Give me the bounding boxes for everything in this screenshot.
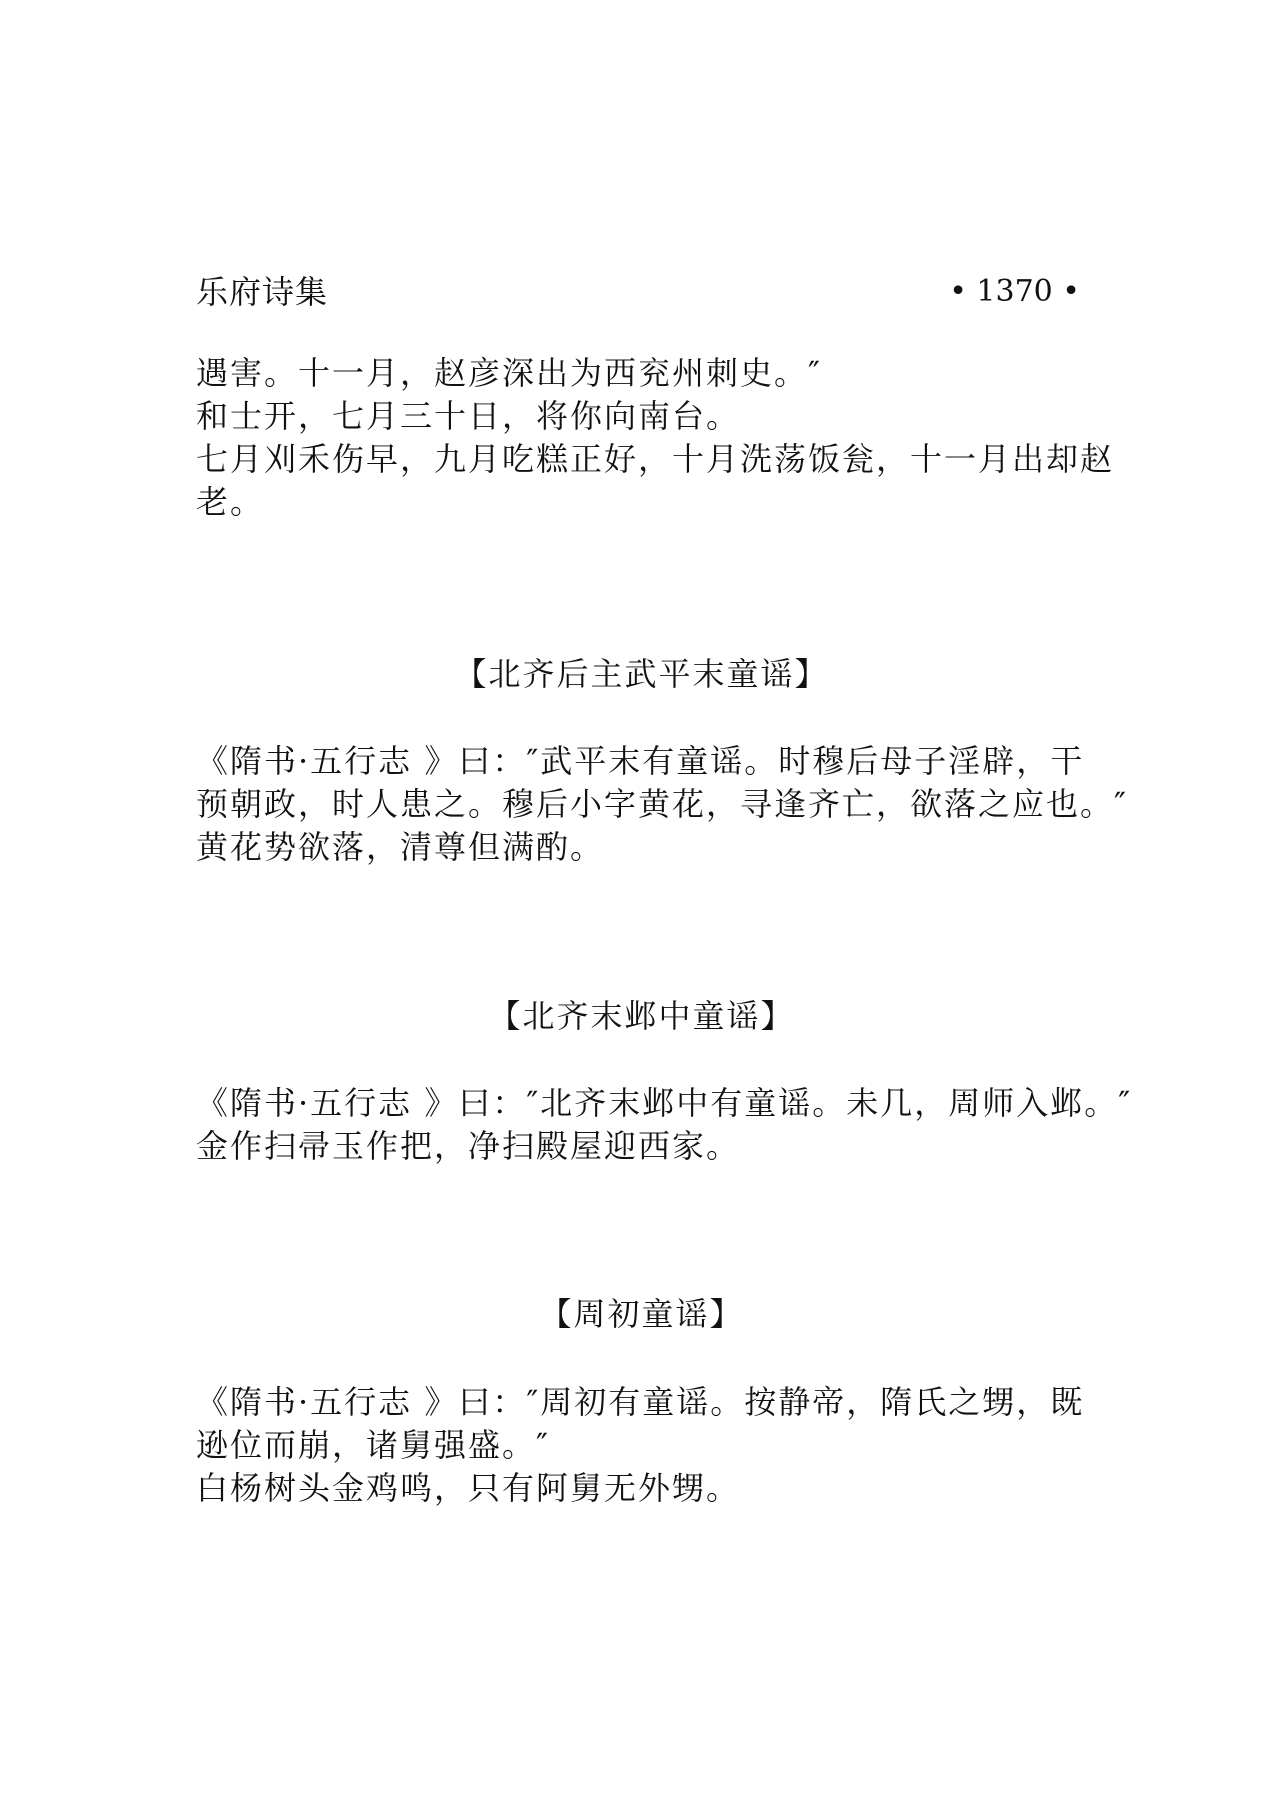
text-line: 遇害。十一月，赵彦深出为西兖州刺史。″ xyxy=(196,354,822,392)
text-line: 七月刈禾伤早，九月吃糕正好，十月洗荡饭瓮，十一月出却赵 xyxy=(196,440,1115,478)
continuation-text-block xyxy=(196,352,1115,524)
section-text-block xyxy=(196,1082,1133,1168)
text-line: 预朝政，时人患之。穆后小字黄花，寻逢齐亡，欲落之应也。″ xyxy=(196,785,1128,823)
text-line: 逊位而崩，诸舅强盛。″ xyxy=(196,1426,550,1464)
text-line: 白杨树头金鸡鸣，只有阿舅无外甥。 xyxy=(196,1469,741,1507)
book-title: 乐府诗集 xyxy=(196,273,329,311)
section-heading: 【北齐后主武平末童谣】 xyxy=(454,655,829,693)
text-line: 黄花势欲落，清尊但满酌。 xyxy=(196,828,605,866)
text-line: 和士开，七月三十日，将你向南台。 xyxy=(196,397,741,435)
text-line: 《隋书·五行志 》曰：″周初有童谣。按静帝，隋氏之甥，既 xyxy=(196,1383,1085,1421)
text-line: 《隋书·五行志 》曰：″武平末有童谣。时穆后母子淫辟，干 xyxy=(196,742,1085,780)
section-text-block xyxy=(196,1381,1096,1510)
section-heading: 【北齐末邺中童谣】 xyxy=(488,997,795,1035)
text-line: 金作扫帚玉作把，净扫殿屋迎西家。 xyxy=(196,1127,741,1165)
section-heading: 【周初童谣】 xyxy=(539,1295,744,1333)
text-line: 《隋书·五行志 》曰：″北齐末邺中有童谣。未几，周师入邺。″ xyxy=(196,1084,1133,1122)
page-number: • 1370 • xyxy=(949,274,1080,309)
section-text-block xyxy=(196,740,1128,869)
text-line: 老。 xyxy=(196,483,265,521)
